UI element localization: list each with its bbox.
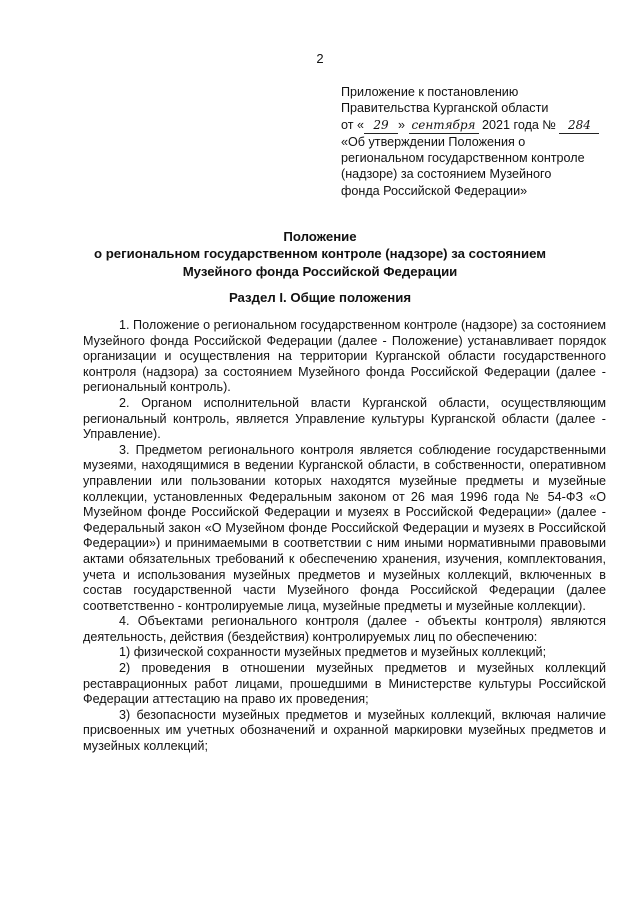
document-title-line-3: Музейного фонда Российской Федерации (182, 263, 458, 279)
handwritten-month: сентября (409, 117, 479, 134)
annex-block (341, 84, 616, 199)
annex-title-line-2: региональном государственном контроле (341, 151, 585, 166)
date-prefix: от « (341, 117, 364, 132)
paragraph-1: 1. Положение о региональном государственном контроле (надзоре) за состоянием Музейного фонда Российской Федерации (далее - Положение) устанавливает порядок организации и осуществления на территории Курганской области государственного контроля (надзора) за состоянием Музейного фонда Российской Федерации (далее - региональный контроль). (83, 318, 606, 395)
annex-line-1: Приложение к постановлению (341, 85, 519, 99)
document-title-line-1: Положение (283, 229, 357, 244)
list-item-2: 2) проведения в отношении музейных предметов и музейных коллекций реставрационных работ лицами, прошедшими в Министерстве культуры Российской Федерации аттестацию на право их проведения; (83, 661, 606, 707)
paragraph-4: 4. Объектами регионального контроля (далее - объекты контроля) являются деятельность, действия (бездействия) контролируемых лиц по обеспечению: (83, 614, 606, 644)
annex-title-line-1: «Об утверждении Положения о (341, 134, 526, 149)
handwritten-number: 284 (559, 117, 599, 134)
list-item-1: 1) физической сохранности музейных предметов и музейных коллекций; (119, 645, 547, 660)
annex-title-line-3: (надзоре) за состоянием Музейного (341, 167, 552, 182)
date-year: 2021 года № (482, 117, 556, 132)
document-title (0, 228, 640, 280)
handwritten-day: 29 (364, 117, 398, 134)
annex-date-line (341, 117, 616, 134)
paragraph-2: 2. Органом исполнительной власти Курганской области, осуществляющим региональный контроль, является Управление культуры Курганской области (далее - Управление). (83, 395, 606, 442)
page-number: 2 (316, 51, 324, 66)
section-heading: Раздел I. Общие положения (228, 290, 412, 305)
document-body (83, 318, 606, 755)
annex-title-line-4: фонда Российской Федерации» (341, 183, 528, 198)
paragraph-3: 3. Предметом регионального контроля является соблюдение государственными музеями, находящимися в ведении Курганской области, в собственности, оперативном управлении или пользовании которых находятся музейные предметы и музейные коллекции, установленных Федеральным законом от 26 мая 1996 года № 54-ФЗ «О Музейном фонде Российской Федерации и музеях в Российской Федерации» (далее - Федеральный закон «О Музейном фонде Российской Федерации и музеях в Российской Федерации») и принимаемыми в соответствии с ним иными нормативными правовыми актами обязательных требований к обеспечению хранения, изучения, комплектования, учета и использования музейных предметов и музейных коллекций, включенных в состав государственной части Музейного фонда Российской Федерации (далее соответственно - контролируемые лица, музейные предметы и музейные коллекции). (83, 442, 606, 613)
document-title-line-2: о региональном государственном контроле (надзоре) за состоянием (93, 246, 547, 262)
annex-line-2: Правительства Курганской области (341, 101, 549, 116)
list-item-3: 3) безопасности музейных предметов и музейных коллекций, включая наличие присвоенных им учетных обозначений и охранной маркировки музейных предметов и музейных коллекций; (83, 707, 606, 754)
date-mid: » (398, 117, 406, 132)
